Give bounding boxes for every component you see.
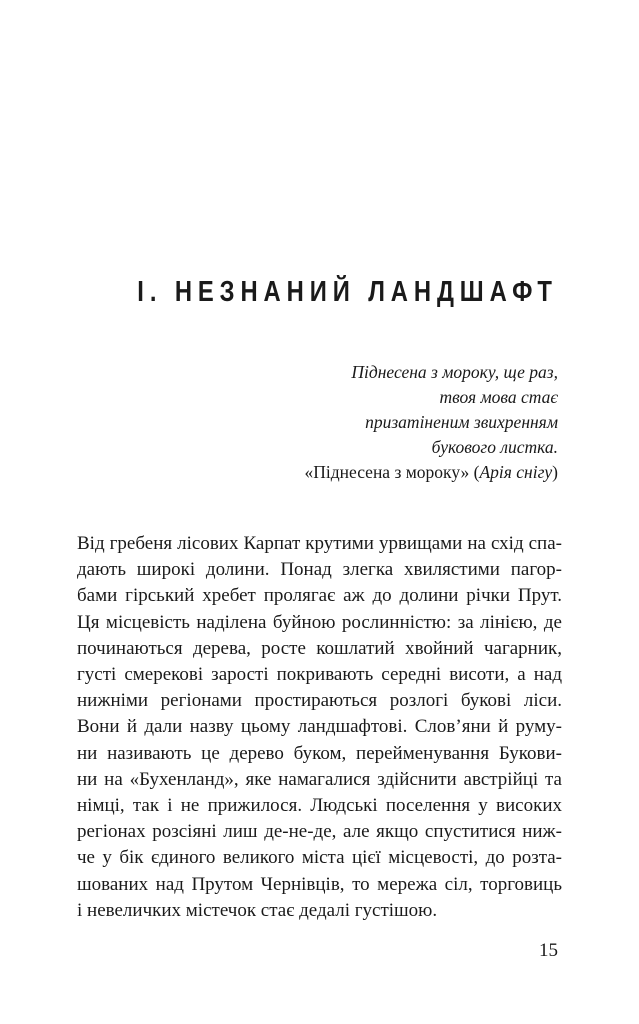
- body-line: густі смерекові зарості покривають середні висоти, а над: [77, 664, 562, 686]
- epigraph-source-open-paren: (: [469, 462, 480, 482]
- body-paragraph: [77, 531, 562, 924]
- body-line: ни на «Бухенланд», яке намагалися здійснити австрійці та: [77, 768, 562, 790]
- epigraph-line: букового листка.: [431, 437, 558, 457]
- body-line: Вони й дали назву цьому ландшафтові. Слов’яни й руму-: [77, 716, 562, 738]
- body-line: бами гірський хребет пролягає аж до долини річки Прут.: [77, 585, 562, 607]
- epigraph-line: твоя мова стає: [439, 387, 558, 407]
- epigraph-source: [138, 460, 558, 485]
- epigraph-source-close-paren: ): [552, 462, 558, 482]
- body-line: регіонах розсіяні лиш де-не-де, але якщо спуститися ниж-: [77, 821, 562, 843]
- body-line: дають широкі долини. Понад злегка хвилястими пагор-: [77, 559, 562, 581]
- page-number: 15: [539, 940, 558, 961]
- body-line: починаються дерева, росте кошлатий хвойний чагарник,: [77, 637, 562, 659]
- body-line: і невеличких містечок стає дедалі густішою.: [77, 899, 438, 921]
- body-line: німці, так і не прижилося. Людські поселення у високих: [77, 795, 562, 817]
- body-line: шованих над Прутом Чернівців, то мережа сіл, торговиць: [77, 873, 562, 895]
- body-line: Ця місцевість наділена буйною рослинністю: за лінією, де: [77, 611, 562, 633]
- body-line: че у бік єдиного великого міста цієї місцевості, до розта-: [77, 847, 562, 869]
- epigraph-line: Піднесена з мороку, ще раз,: [351, 362, 558, 382]
- body-line: Від гребеня лісових Карпат крутими урвищами на схід спа-: [77, 533, 562, 554]
- epigraph-source-book: Арія снігу: [479, 462, 553, 482]
- epigraph: [138, 360, 558, 485]
- body-line: нижніми регіонами простираються розлогі букові ліси.: [77, 690, 562, 712]
- chapter-title: І. НЕЗНАНИЙ ЛАНДШАФТ: [137, 276, 558, 308]
- epigraph-line: призатіненим звихренням: [365, 412, 558, 432]
- body-line: ни називають це дерево буком, перейменування Букови-: [77, 742, 562, 764]
- epigraph-source-title: «Піднесена з мороку»: [304, 462, 470, 482]
